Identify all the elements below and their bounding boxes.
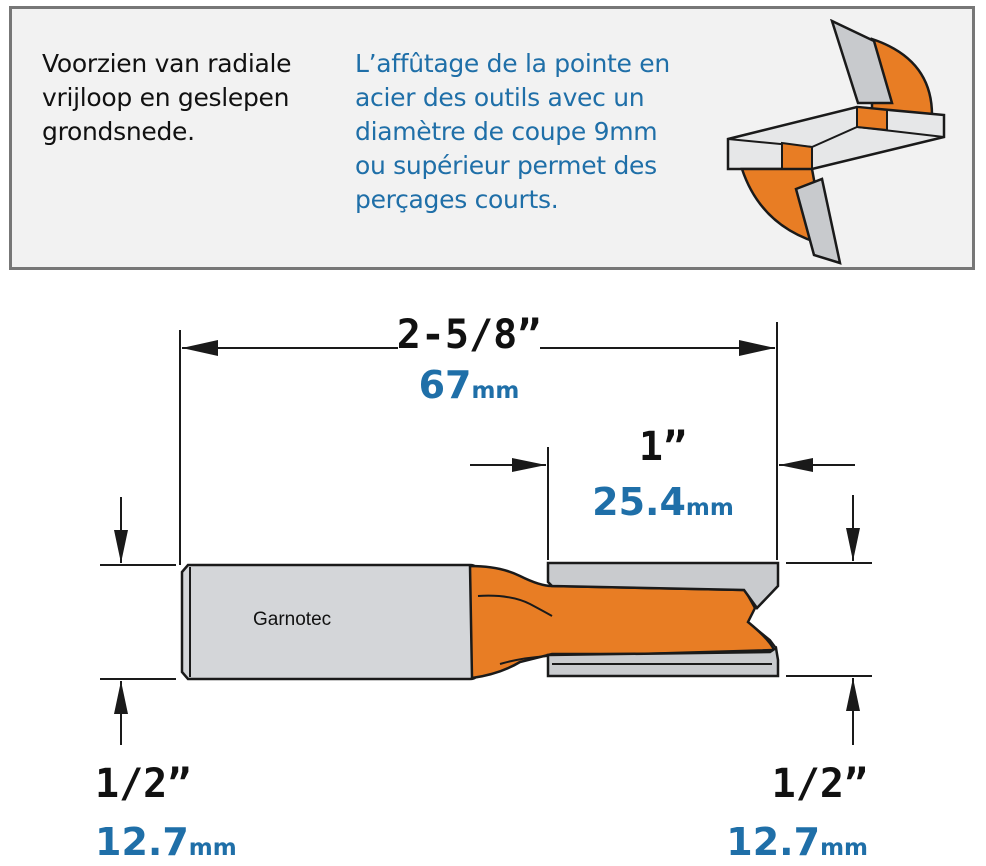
cut-dia-arrow-top (846, 528, 860, 561)
shank-arrow-bottom (114, 681, 128, 714)
cut-length-imperial: 1” (638, 424, 688, 470)
shank-diameter-metric: 12.7mm (95, 820, 237, 864)
brand-label: Garnotec (253, 609, 332, 630)
overall-arrow-right (739, 340, 775, 356)
shank-arrow-top (114, 530, 128, 563)
overall-arrow-left (182, 340, 218, 356)
overall-length-metric: 67mm (418, 363, 520, 407)
cut-diameter-metric: 12.7mm (726, 820, 868, 864)
dutch-description: Voorzien van radiale vrijloop en geslepen grondsnede. (42, 49, 292, 146)
cut-dia-arrow-bottom (846, 678, 860, 711)
overall-length-imperial: 2-5/8” (396, 312, 542, 358)
french-description: L’affûtage de la pointe en acier des outils avec un diamètre de coupe 9mm ou supérieur permet des perçages courts. (355, 49, 670, 214)
cut-arrow-right (779, 458, 813, 472)
cut-length-metric: 25.4mm (592, 480, 734, 524)
cut-diameter-imperial: 1/2” (771, 761, 868, 807)
shank-diameter-imperial: 1/2” (95, 761, 192, 807)
cut-arrow-left (512, 458, 546, 472)
